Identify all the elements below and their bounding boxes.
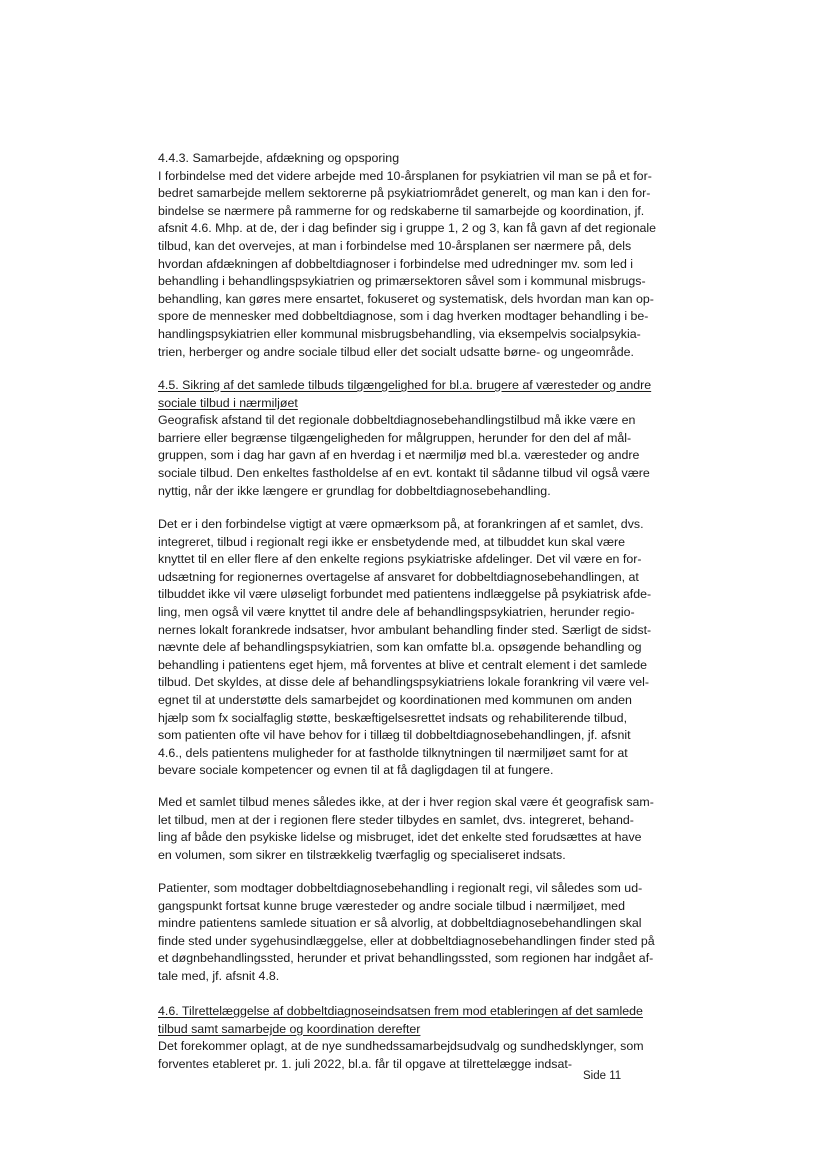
text-line: gangspunkt fortsat kunne bruge væresteder og andre sociale tilbud i nærmiljøet, med bbox=[158, 898, 625, 913]
text-line: Med et samlet tilbud menes således ikke, at der i hver region skal være ét geografisk sam- bbox=[158, 795, 654, 809]
text-line: mindre patientens samlede situation er så alvorlig, at dobbeltdiagnosebehandlingen skal bbox=[158, 916, 642, 931]
text-line: forventes etableret pr. 1. juli 2022, bl.a. får til opgave at tilrettelægge indsat- bbox=[158, 1056, 572, 1071]
text-line: behandling i behandlingspsykiatrien og primærsektoren såvel som i kommunal misbrugs- bbox=[158, 274, 646, 289]
text-line: Det er i den forbindelse vigtigt at være opmærksom på, at forankringen af et samlet, dvs. bbox=[158, 517, 644, 531]
text-line: knyttet til en eller flere af den enkelte regions psykiatriske afdelinger. Det vil være en for- bbox=[158, 552, 642, 567]
text-line: finde sted under sygehusindlæggelse, eller at dobbeltdiagnosebehandlingen finder sted på bbox=[158, 933, 655, 948]
section-heading: 4.4.3. Samarbejde, afdækning og opsporing bbox=[158, 151, 400, 165]
text-line: let tilbud, men at der i regionen flere steder tilbydes en samlet, dvs. integreret, behand- bbox=[158, 812, 634, 827]
paragraph bbox=[158, 794, 658, 864]
text-line: I forbindelse med det videre arbejde med 10-årsplanen for psykiatrien vil man se på et for- bbox=[158, 168, 652, 183]
text-line: handlingspsykiatrien eller kommunal misbrugsbehandling, via eksempelvis socialpsykia- bbox=[158, 326, 641, 341]
section-heading: 4.6. Tilrettelæggelse af dobbeltdiagnoseindsatsen frem mod etableringen af det samlede bbox=[158, 1004, 643, 1018]
text-line: nernes lokalt forankrede indsatser, hvor ambulant behandling finder sted. Særligt de sidst- bbox=[158, 622, 652, 637]
section-heading: 4.5. Sikring af det samlede tilbuds tilgængelighed for bl.a. brugere af væresteder og andre bbox=[158, 378, 652, 392]
section-4-4-3 bbox=[158, 150, 658, 361]
text-line: sociale tilbud. Den enkeltes fastholdelse af en evt. kontakt til sådanne tilbud vil også være bbox=[158, 465, 650, 480]
text-line: bevare sociale kompetencer og evnen til at få dagligdagen til at fungere. bbox=[158, 763, 554, 778]
text-line: nævnte dele af behandlingspsykiatrien, som kan omfatte bl.a. opsøgende behandling og bbox=[158, 640, 642, 655]
text-line: barriere eller begrænse tilgængeligheden for målgruppen, herunder for den del af mål- bbox=[158, 430, 632, 445]
text-line: ling af både den psykiske lidelse og misbruget, idet det enkelte sted forudsættes at have bbox=[158, 830, 642, 845]
text-line: ling, men også vil være knyttet til andre dele af behandlingspsykiatrien, herunder regio- bbox=[158, 604, 635, 619]
text-line: egnet til at understøtte dels samarbejdet og koordinationen med kommunen om anden bbox=[158, 692, 632, 707]
text-line: 4.6., dels patientens muligheder for at fastholde tilknytningen til nærmiljøet samt for at bbox=[158, 745, 628, 760]
text-line: bedret samarbejde mellem sektorerne på psykiatriområdet generelt, og man kan i den for- bbox=[158, 186, 651, 201]
section-4-6 bbox=[158, 1003, 658, 1073]
text-line: Geografisk afstand til det regionale dobbeltdiagnosebehandlingstilbud må ikke være en bbox=[158, 413, 636, 428]
text-line: gruppen, som i dag har gavn af en hverdag i et nærmiljø med bl.a. væresteder og andre bbox=[158, 448, 640, 463]
text-line: tilbud. Det skyldes, at disse dele af behandlingspsykiatriens lokale forankring vil være vel- bbox=[158, 675, 650, 690]
text-line: en volumen, som sikrer en tilstrækkelig tværfaglig og specialiseret indsats. bbox=[158, 847, 566, 862]
text-line: Patienter, som modtager dobbeltdiagnosebehandling i regionalt regi, vil således som ud- bbox=[158, 881, 643, 895]
section-heading: tilbud samt samarbejde og koordination derefter bbox=[158, 1021, 421, 1036]
text-line: behandling, kan gøres mere ensartet, fokuseret og systematisk, dels hvordan man kan op- bbox=[158, 291, 654, 306]
text-line: tilbud, kan det overvejes, at man i forbindelse med 10-årsplanen ser nærmere på, dels bbox=[158, 238, 632, 253]
section-heading: sociale tilbud i nærmiljøet bbox=[158, 395, 298, 410]
text-line: et døgnbehandlingssted, herunder et privat behandlingssted, som regionen har indgået af- bbox=[158, 951, 654, 966]
page-number: Side 11 bbox=[583, 1070, 622, 1082]
text-line: trien, herberger og andre sociale tilbud eller det socialt udsatte børne- og ungeområde. bbox=[158, 344, 634, 359]
text-line: hjælp som fx socialfaglig støtte, beskæftigelsesrettet indsats og rehabiliterende tilbud, bbox=[158, 710, 628, 725]
text-line: spore de mennesker med dobbeltdiagnose, som i dag hverken modtager behandling i be- bbox=[158, 309, 649, 324]
text-line: bindelse se nærmere på rammerne for og redskaberne til samarbejde og koordination, jf. bbox=[158, 203, 645, 218]
text-line: tale med, jf. afsnit 4.8. bbox=[158, 968, 280, 983]
text-line: afsnit 4.6. Mhp. at de, der i dag befinder sig i gruppe 1, 2 og 3, kan få gavn af det regionale bbox=[158, 221, 657, 236]
text-line: integreret, tilbud i regionalt regi ikke er ensbetydende med, at tilbuddet kun skal være bbox=[158, 534, 625, 549]
text-line: udsætning for regionernes overtagelse af ansvaret for dobbeltdiagnosebehandlingen, at bbox=[158, 569, 639, 584]
text-line: Det forekommer oplagt, at de nye sundhedssamarbejdsudvalg og sundhedsklynger, som bbox=[158, 1039, 644, 1054]
text-line: tilbuddet ikke vil være uløseligt forbundet med patientens indlæggelse på psykiatrisk afde- bbox=[158, 587, 652, 602]
paragraph bbox=[158, 516, 658, 780]
section-4-5 bbox=[158, 377, 658, 500]
paragraph bbox=[158, 880, 658, 986]
text-line: som patienten ofte vil have behov for i tillæg til dobbeltdiagnosebehandlingen, jf. afsnit bbox=[158, 728, 631, 743]
text-line: nyttig, når der ikke længere er grundlag for dobbeltdiagnosebehandling. bbox=[158, 483, 551, 498]
text-line: hvordan afdækningen af dobbeltdiagnoser i forbindelse med udredninger mv. som led i bbox=[158, 256, 634, 271]
text-line: behandling i patientens eget hjem, må forventes at blive et centralt element i det samlede bbox=[158, 657, 648, 672]
